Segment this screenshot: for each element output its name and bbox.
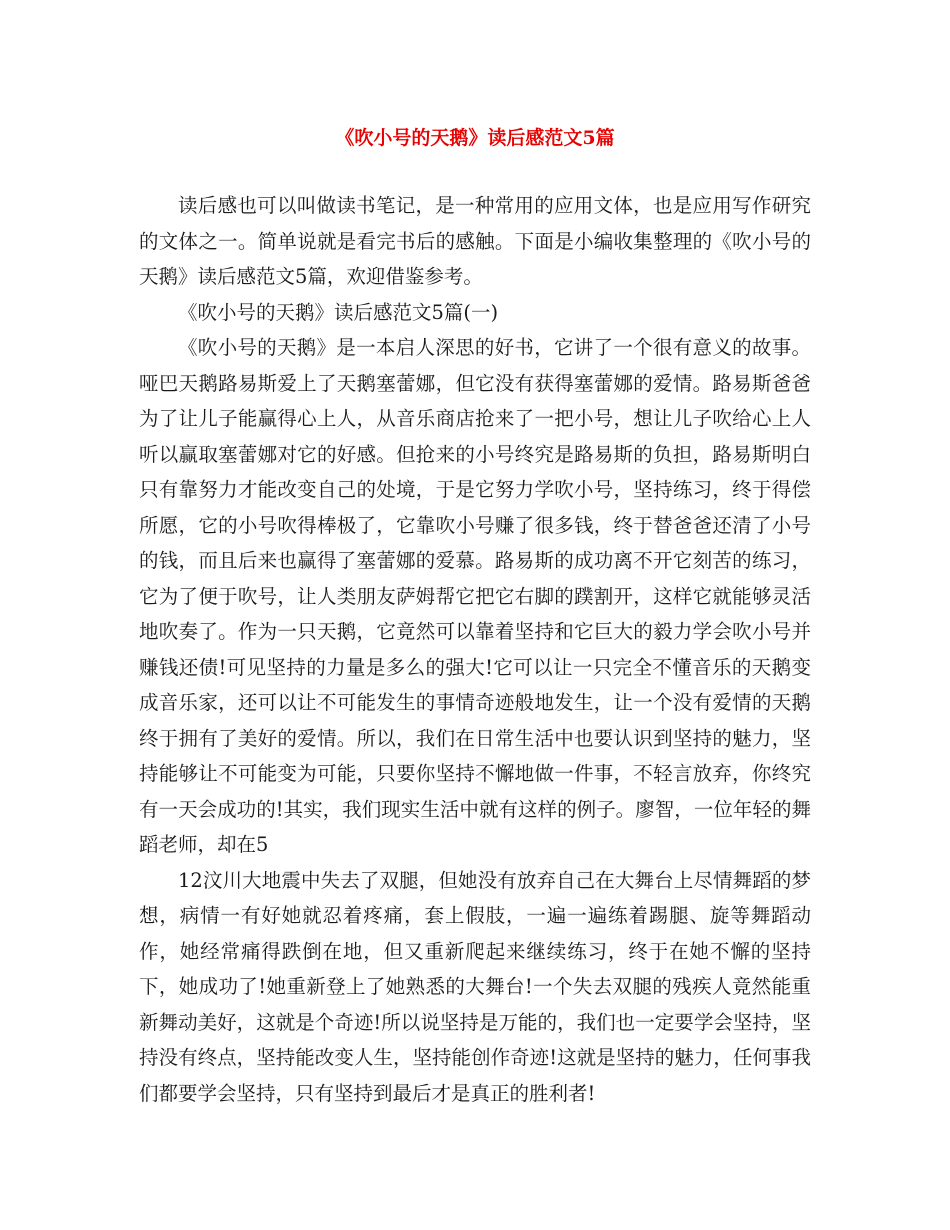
document-body — [139, 188, 811, 1111]
document-title: 《吹小号的天鹅》读后感范文5篇 — [335, 127, 615, 149]
intro-paragraph: 读后感也可以叫做读书笔记，是一种常用的应用文体，也是应用写作研究的文体之一。简单说就是看完书后的感触。下面是小编收集整理的《吹小号的天鹅》读后感范文5篇，欢迎借鉴参考。 — [139, 194, 811, 288]
body-paragraph: 12汶川大地震中失去了双腿，但她没有放弃自己在大舞台上尽情舞蹈的梦想，病情一有好她就忍着疼痛，套上假肢，一遍一遍练着踢腿、旋等舞蹈动作，她经常痛得跌倒在地，但又重新爬起来继续练习，终于在她不懈的坚持下，她成功了!她重新登上了她熟悉的大舞台!一个失去双腿的残疾人竟然能重新舞动美好，这就是个奇迹!所以说坚持是万能的，我们也一定要学会坚持，坚持没有终点，坚持能改变人生，坚持能创作奇迹!这就是坚持的魅力，任何事我们都要学会坚持，只有坚持到最后才是真正的胜利者! — [139, 868, 811, 1105]
section-heading: 《吹小号的天鹅》读后感范文5篇(一) — [178, 300, 499, 324]
body-paragraph: 《吹小号的天鹅》是一本启人深思的好书，它讲了一个很有意义的故事。哑巴天鹅路易斯爱上了天鹅塞蕾娜，但它没有获得塞蕾娜的爱情。路易斯爸爸为了让儿子能赢得心上人，从音乐商店抢来了一把小号，想让儿子吹给心上人听以赢取塞蕾娜对它的好感。但抢来的小号终究是路易斯的负担，路易斯明白只有靠努力才能改变自己的处境，于是它努力学吹小号，坚持练习，终于得偿所愿，它的小号吹得棒极了，它靠吹小号赚了很多钱，终于替爸爸还清了小号的钱，而且后来也赢得了塞蕾娜的爱慕。路易斯的成功离不开它刻苦的练习，它为了便于吹号，让人类朋友萨姆帮它把它右脚的蹼割开，这样它就能够灵活地吹奏了。作为一只天鹅，它竟然可以靠着坚持和它巨大的毅力学会吹小号并赚钱还债!可见坚持的力量是多么的强大!它可以让一只完全不懂音乐的天鹅变成音乐家，还可以让不可能发生的事情奇迹般地发生，让一个没有爱情的天鹅终于拥有了美好的爱情。所以，我们在日常生活中也要认识到坚持的魅力，坚持能够让不可能变为可能，只要你坚持不懈地做一件事，不轻言放弃，你终究有一天会成功的!其实，我们现实生活中就有这样的例子。廖智，一位年轻的舞蹈老师，却在5 — [139, 336, 811, 856]
